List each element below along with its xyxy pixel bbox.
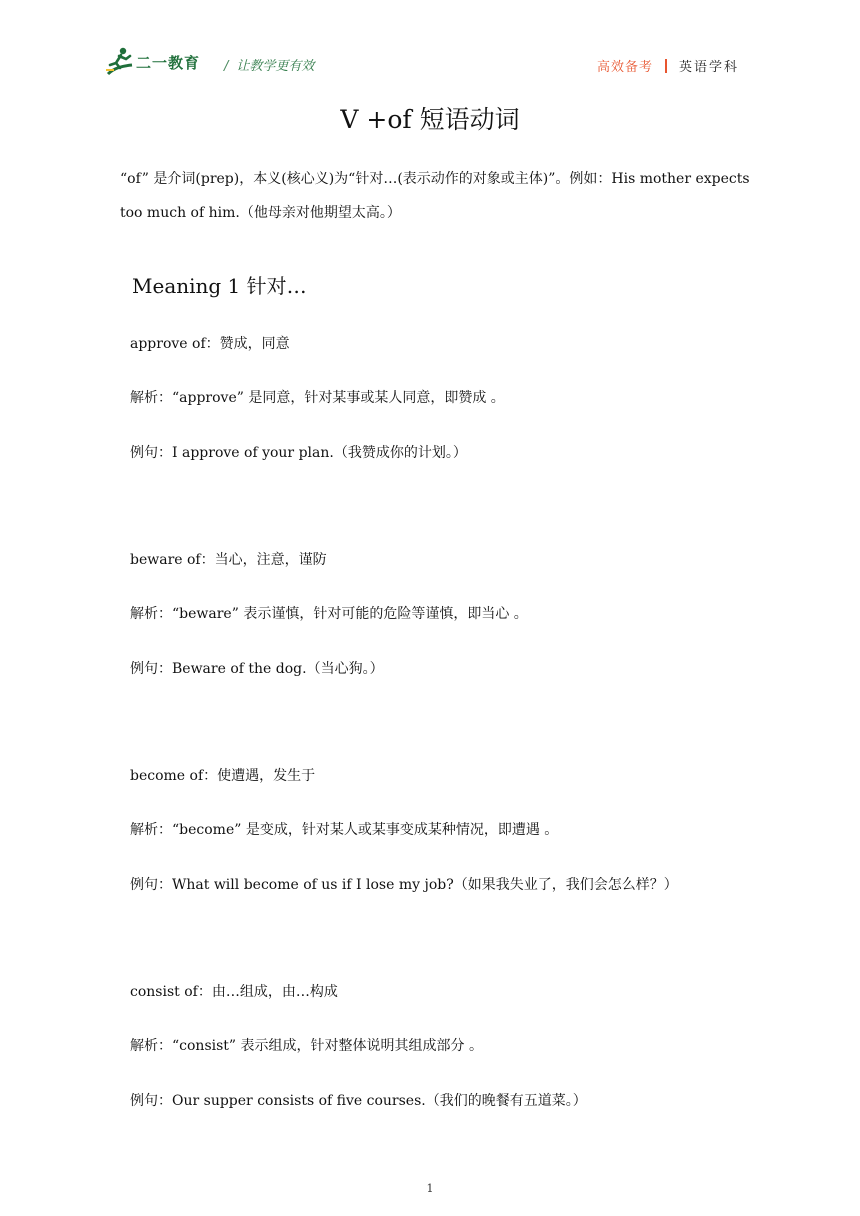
phrase-analysis: 解析：“consist” 表示组成，针对整体说明其组成部分 。 bbox=[130, 1038, 483, 1054]
header-tag-subject: 英语学科 bbox=[679, 60, 740, 75]
header-slogan bbox=[224, 55, 314, 74]
phrase-example: 例句：Beware of the dog.（当心狗。） bbox=[130, 661, 384, 677]
logo-text: 二一教育 bbox=[136, 53, 201, 72]
header-divider bbox=[665, 59, 667, 73]
phrase-analysis: 解析：“become” 是变成，针对某人或某事变成某种情况，即遭遇 。 bbox=[130, 822, 559, 838]
phrase-definition: beware of：当心，注意，谨防 bbox=[130, 552, 327, 568]
phrase-definition: become of：使遭遇，发生于 bbox=[130, 768, 316, 784]
phrase-analysis: 解析：“approve” 是同意，针对某事或某人同意，即赞成 。 bbox=[130, 390, 505, 406]
phrase-definition: approve of：赞成，同意 bbox=[130, 336, 290, 352]
page-title: V +of 短语动词 bbox=[340, 105, 520, 134]
logo bbox=[104, 46, 200, 78]
phrase-example: 例句：What will become of us if I lose my job?（如果我失业了，我们会怎么样？） bbox=[130, 877, 678, 893]
phrase-analysis: 解析：“beware” 表示谨慎，针对可能的危险等谨慎，即当心 。 bbox=[130, 606, 528, 622]
phrase-definition: consist of：由…组成，由…构成 bbox=[130, 984, 338, 1000]
slogan-divider: / bbox=[224, 59, 229, 74]
phrase-example: 例句：Our supper consists of five courses.（我们的晚餐有五道菜。） bbox=[130, 1093, 587, 1109]
header-tags bbox=[597, 56, 739, 75]
page-number: 1 bbox=[426, 1182, 434, 1195]
phrase-example: 例句：I approve of your plan.（我赞成你的计划。） bbox=[130, 445, 467, 461]
runner-logo-icon bbox=[104, 46, 134, 78]
page-header bbox=[0, 0, 860, 90]
intro-paragraph: “of” 是介词(prep)，本义(核心义)为“针对…(表示动作的对象或主体)”。例如：His mother expects too much of him.（他母亲对他期望太高。） bbox=[120, 171, 750, 221]
slogan-text: 让教学更有效 bbox=[236, 59, 315, 74]
header-tag-exam: 高效备考 bbox=[597, 60, 654, 75]
section-heading: Meaning 1 针对… bbox=[132, 274, 307, 298]
